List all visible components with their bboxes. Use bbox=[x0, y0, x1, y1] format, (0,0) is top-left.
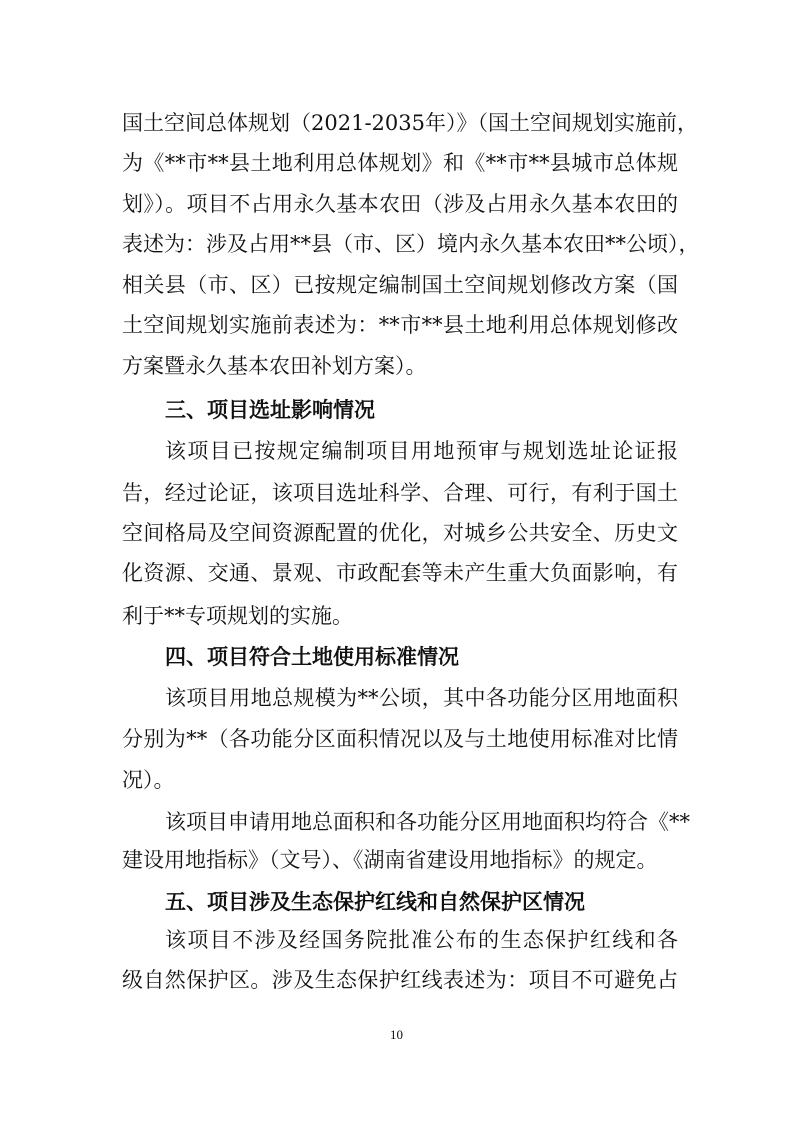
body-text-line: 化资源、交通、景观、市政配套等未产生重大负面影响，有 bbox=[122, 561, 678, 585]
body-text-line: 利于**专项规划的实施。 bbox=[122, 604, 353, 628]
body-text-line: 国土空间总体规划（2021-2035年）》（国土空间规划实施前， bbox=[122, 111, 698, 135]
body-text-line: 为《**市**县土地利用总体规划》和《**市**县城市总体规 bbox=[122, 151, 678, 175]
body-text-line: 分别为**（各功能分区面积情况以及与土地使用标准对比情 bbox=[122, 727, 678, 751]
body-text-line: 土空间规划实施前表述为：**市**县土地利用总体规划修改 bbox=[122, 313, 678, 337]
body-text-line: 相关县（市、区）已按规定编制国土空间规划修改方案（国 bbox=[122, 273, 678, 297]
body-text-line: 划》）。项目不占用永久基本农田（涉及占用永久基本农田的 bbox=[122, 192, 678, 216]
body-text-line: 该项目已按规定编制项目用地预审与规划选址论证报 bbox=[165, 439, 678, 463]
body-text-line: 表述为：涉及占用**县（市、区）境内永久基本农田**公顷）， bbox=[122, 232, 700, 256]
section-heading-5: 五、项目涉及生态保护红线和自然保护区情况 bbox=[165, 890, 585, 914]
body-text-line: 该项目不涉及经国务院批准公布的生态保护红线和各 bbox=[165, 928, 678, 952]
body-text-line: 建设用地指标》（文号）、《湖南省建设用地指标》的规定。 bbox=[122, 848, 658, 872]
body-text-line: 该项目申请用地总面积和各功能分区用地面积均符合《** bbox=[165, 810, 690, 834]
page-number: 10 bbox=[390, 1027, 403, 1042]
body-text-line: 空间格局及空间资源配置的优化，对城乡公共安全、历史文 bbox=[122, 521, 678, 545]
body-text-line: 该项目用地总规模为**公顷，其中各功能分区用地面积 bbox=[165, 686, 678, 710]
section-heading-3: 三、项目选址影响情况 bbox=[165, 398, 375, 422]
section-heading-4: 四、项目符合土地使用标准情况 bbox=[165, 645, 459, 669]
body-text-line: 方案暨永久基本农田补划方案）。 bbox=[122, 354, 427, 378]
body-text-line: 况）。 bbox=[122, 768, 175, 792]
body-text-line: 级自然保护区。涉及生态保护红线表述为：项目不可避免占 bbox=[122, 968, 678, 992]
body-text-line: 告，经过论证，该项目选址科学、合理、可行，有利于国土 bbox=[122, 481, 678, 505]
